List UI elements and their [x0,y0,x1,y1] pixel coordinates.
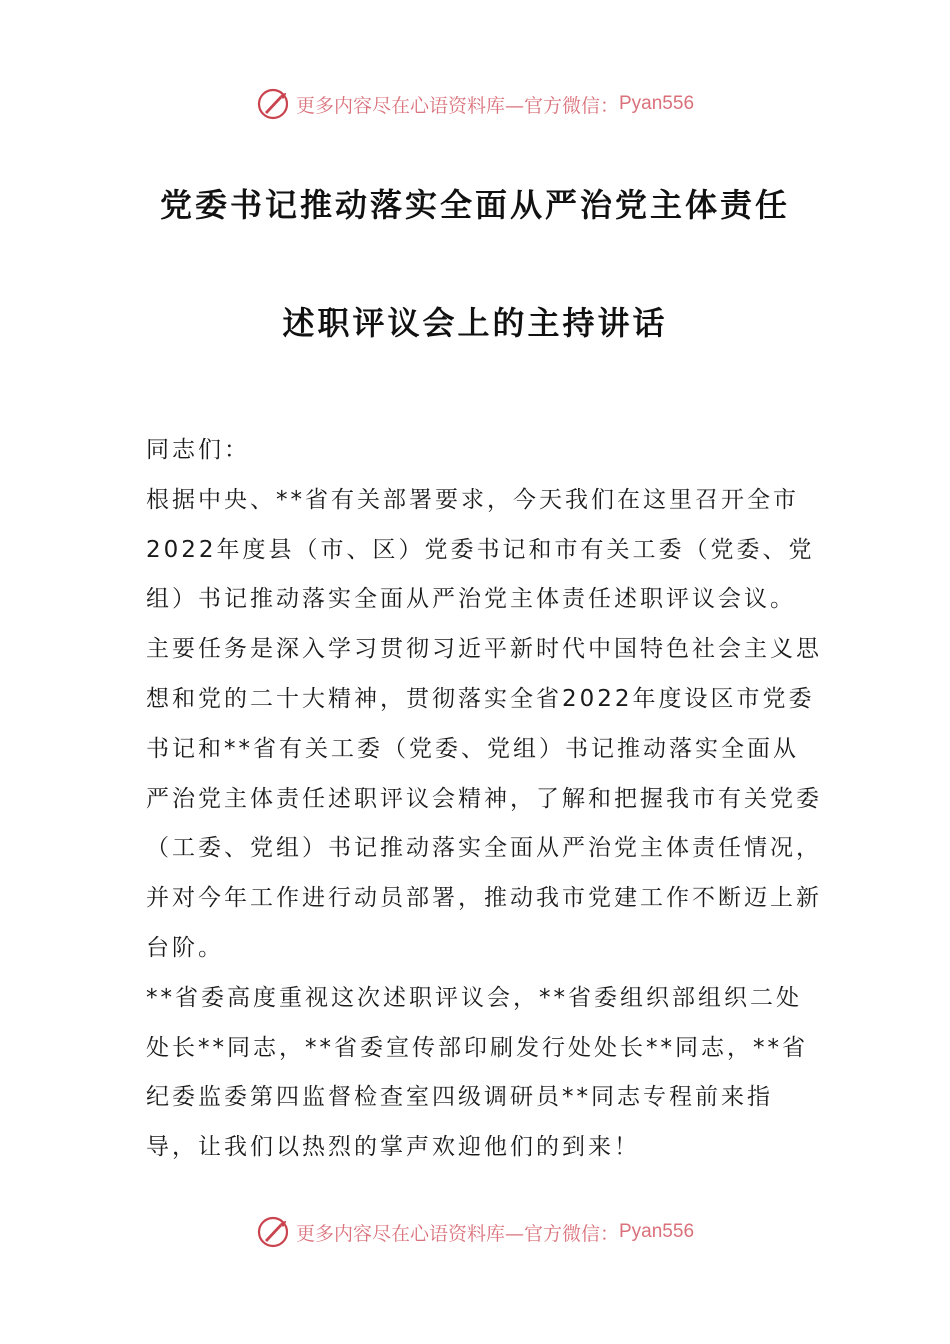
paragraph-1: 根据中央、**省有关部署要求，今天我们在这里召开全市2022年度县（市、区）党委书记和市有关工委（党委、党组）书记推动落实全面从严治党主体责任述职评议会议。 [146,486,815,613]
document-title-line-1: 党委书记推动落实全面从严治党主体责任 [159,186,790,224]
watermark-header [0,84,950,124]
greeting: 同志们： [146,437,250,463]
watermark-footer [0,1212,950,1252]
watermark-handle: Pyan556 [619,1221,695,1242]
document-title-line-2: 述职评议会上的主持讲话 [282,304,668,342]
watermark-handle: Pyan556 [619,93,695,114]
quill-logo-icon [256,87,290,121]
paragraph-2: 主要任务是深入学习贯彻习近平新时代中国特色社会主义思想和党的二十大精神，贯彻落实全省2022年度设区市党委书记和**省有关工委（党委、党组）书记推动落实全面从严治党主体责任述职评议会精神，了解和把握我市有关党委（工委、党组）书记推动落实全面从严治党主体责任情况，并对今年工作进行动员部署，推动我市党建工作不断迈上新台阶。 [146,636,822,961]
paragraph-3: **省委高度重视这次述职评议会，**省委组织部组织二处处长**同志，**省委宣传部印刷发行处处长**同志，**省纪委监委第四监督检查室四级调研员**同志专程前来指导，让我们以热烈的掌声欢迎他们的到来！ [146,984,808,1161]
watermark-text: 更多内容尽在心语资料库—官方微信： [295,1222,619,1245]
document-body [146,426,822,1173]
watermark-text: 更多内容尽在心语资料库—官方微信： [295,94,619,117]
quill-logo-icon [256,1215,290,1249]
